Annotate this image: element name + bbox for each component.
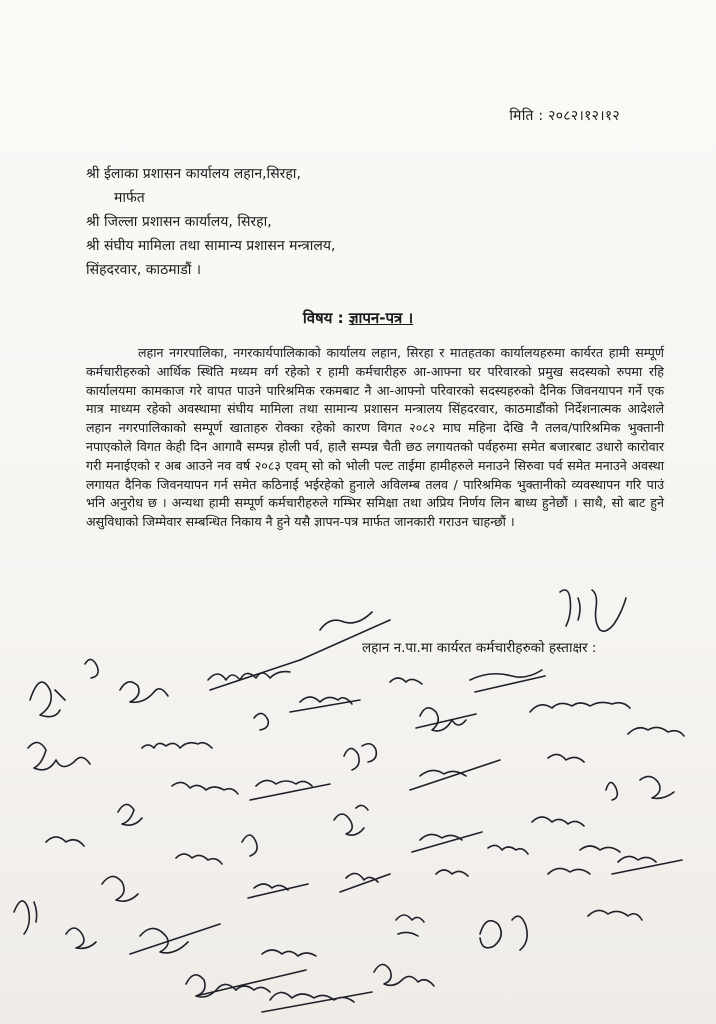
- signature-mark: [374, 964, 434, 986]
- signature-mark: [290, 697, 360, 712]
- signature-mark: [250, 780, 330, 800]
- signature-mark: [30, 659, 98, 716]
- signatures-heading: लहान न.पा.मा कार्यरत कर्मचारीहरुको हस्ताक्षर :: [362, 640, 597, 656]
- signature-mark: [606, 776, 674, 800]
- signature-mark: [28, 742, 90, 769]
- signature-mark: [344, 744, 376, 770]
- signature-mark: [66, 928, 96, 948]
- signature-mark: [530, 702, 630, 712]
- signature-mark: [588, 910, 642, 920]
- signature-mark: [334, 805, 368, 835]
- signature-mark: [102, 876, 138, 901]
- signature-mark: [118, 804, 142, 825]
- signature-mark: [416, 708, 476, 731]
- signature-mark: [254, 713, 268, 730]
- signature-mark: [46, 837, 84, 846]
- date-value: २०८२।१२।१२: [548, 108, 620, 124]
- signature-mark: [208, 660, 300, 690]
- signature-mark: [120, 682, 168, 702]
- signature-mark: [262, 950, 316, 956]
- signature-mark: [548, 868, 590, 874]
- signature-mark: [488, 845, 528, 854]
- signature-mark: [130, 924, 220, 954]
- subject-title: ज्ञापन-पत्र ।: [348, 309, 414, 327]
- signature-mark: [340, 873, 390, 892]
- date-label: मिति :: [509, 108, 544, 124]
- signature-mark: [410, 760, 500, 790]
- signature-mark: [262, 992, 372, 1012]
- address-line-3: श्री जिल्ला प्रशासन कार्यालय, सिरहा,: [86, 214, 272, 230]
- signature-mark: [186, 970, 306, 997]
- body-paragraph: लहान नगरपालिका, नगरकार्यपालिकाको कार्यालय लहान, सिरहा र मातहतका कार्यालयहरुमा कार्यरत हामी सम्पूर्ण कर्मचारीहरुको आर्थिक स्थिति मध्यम वर्ग रहेको र हामी कर्मचारीहरु आ-आफ्ना घर परिवारको प्रमुख सदस्यको रुपमा रहि कार्यालयमा कामकाज गरे वापत पाउने पारिश्रमिक रकमबाट नै आ-आफ्नो परिवारको सदस्यहरुको दैनिक जिवनयापन गर्ने एक मात्र माध्यम रहेको अवस्थामा संघीय मामिला तथा सामान्य प्रशासन मन्त्रालय सिंहदरवार, काठमाडौंको निर्देशनात्मक आदेशले लहान नगरपालिकाको सम्पूर्ण खाताहरु रोक्का रहेको कारण विगत २०८२ माघ महिना देखि नै तलव/पारिश्रमिक भुक्तानी नपाएकोले विगत केही दिन आगावै सम्पन्न होली पर्व, हालै सम्पन्न चैती छठ लगायतको पर्वहरुमा समेत बजारबाट उधारो कारोवार गरी मनाईएको र अब आउने नव वर्ष २०८३ एवम् सो को भोली पल्ट ताईमा हामीहरुले मनाउने सिरुवा पर्व समेत मनाउने अवस्था लगायत दैनिक जिवनयापन गर्न समेत कठिनाई भईरहेको हुनाले अविलम्ब तलव / पारिश्रमिक भुक्तानीको व्यवस्थापन गरि पाउं भनि अनुरोध छ । अन्यथा हामी सम्पूर्ण कर्मचारीहरुले गम्भिर समिक्षा तथा अप्रिय निर्णय लिन बाध्य हुनेछौं । साथै, सो बाट हुने असुविधाको जिम्मेवार सम्बन्धित निकाय नै हुने यसै ज्ञापन-पत्र मार्फत जानकारी गराउन चाहन्छौं ।: [86, 345, 664, 530]
- address-line-5: सिंहदरवार, काठमाडौं ।: [86, 262, 202, 278]
- address-line-2: मार्फत: [114, 190, 145, 206]
- signature-mark: [580, 846, 620, 852]
- signature-mark: [242, 835, 257, 856]
- signature-mark: [548, 754, 584, 762]
- signature-mark: [560, 590, 626, 631]
- signature-mark: [470, 670, 545, 692]
- signature-mark: [176, 854, 222, 864]
- address-line-4: श्री संघीय मामिला तथा सामान्य प्रशासन मन्त्रालय,: [86, 238, 336, 254]
- signature-mark: [412, 832, 482, 852]
- signature-mark: [248, 884, 308, 898]
- signature-mark: [396, 915, 424, 936]
- signature-mark: [390, 678, 422, 684]
- signature-mark: [628, 727, 684, 736]
- signature-mark: [480, 916, 527, 950]
- signature-mark: [436, 870, 468, 876]
- signature-mark: [142, 743, 212, 748]
- signature-mark: [172, 782, 238, 794]
- address-line-1: श्री ईलाका प्रशासन कार्यालय लहान,सिरहा,: [86, 166, 301, 182]
- signature-mark: [14, 901, 37, 934]
- subject-label: विषय :: [302, 309, 344, 327]
- signature-mark: [612, 856, 682, 874]
- signature-mark: [300, 612, 390, 660]
- signature-mark: [532, 817, 584, 826]
